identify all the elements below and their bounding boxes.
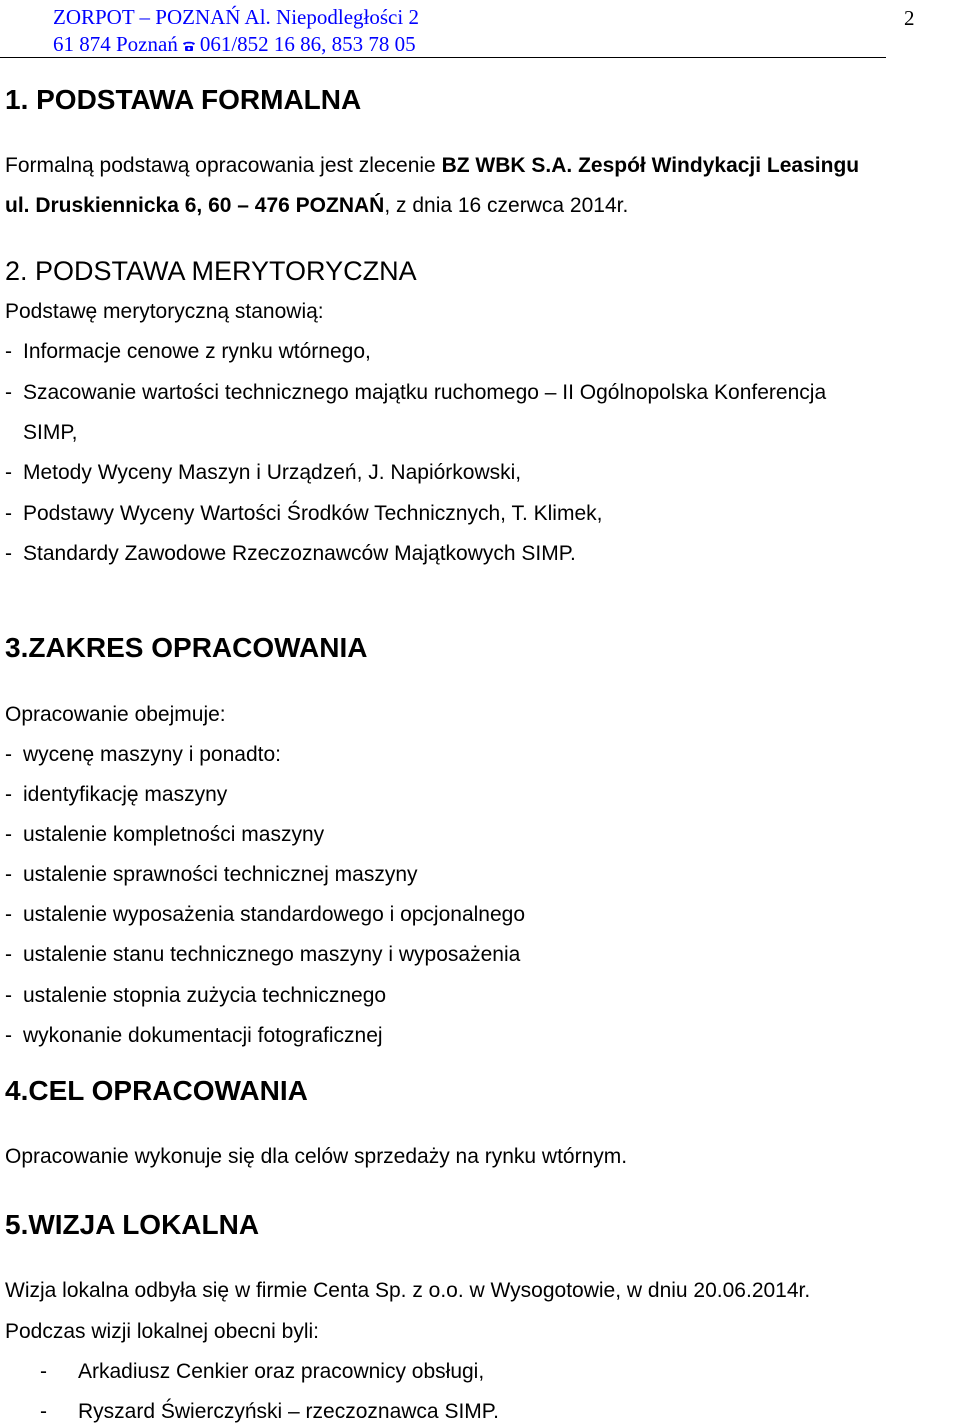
s2-item-3: Metody Wyceny Maszyn i Urządzeń, J. Napiórkowski,: [23, 461, 522, 484]
s1-line-1-text: Formalną podstawą opracowania jest zlecenie: [5, 154, 442, 177]
s5-attendee-1: Arkadiusz Cenkier oraz pracownicy obsługi,: [78, 1360, 485, 1383]
s2-item-2-continuation: SIMP,: [23, 421, 78, 444]
s3-item-8: wykonanie dokumentacji fotograficznej: [23, 1024, 383, 1047]
list-bullet: -: [5, 542, 12, 565]
list-bullet: -: [5, 783, 12, 806]
s3-item-5: ustalenie wyposażenia standardowego i opcjonalnego: [23, 903, 526, 926]
s3-item-1: wycenę maszyny i ponadto:: [23, 743, 281, 766]
s1-line-2: [5, 194, 628, 218]
header-postal-city: 61 874 Poznań: [53, 32, 178, 56]
s5-line-2: Podczas wizji lokalnej obecni byli:: [5, 1320, 319, 1343]
section-2-heading: 2. PODSTAWA MERYTORYCZNA: [5, 256, 417, 286]
s2-intro: Podstawę merytoryczną stanowią:: [5, 300, 324, 323]
s1-client-name: BZ WBK S.A. Zespół Windykacji Leasingu: [441, 154, 860, 177]
s4-text: Opracowanie wykonuje się dla celów sprzedaży na rynku wtórnym.: [5, 1145, 628, 1168]
s3-intro: Opracowanie obejmuje:: [5, 703, 226, 726]
list-bullet: -: [5, 1024, 12, 1047]
s2-item-4: Podstawy Wyceny Wartości Środków Technicznych, T. Klimek,: [23, 502, 603, 525]
list-bullet: -: [5, 381, 12, 404]
header-line-2: [53, 32, 416, 56]
s2-item-2: Szacowanie wartości technicznego majątku ruchomego – II Ogólnopolska Konferencja: [23, 381, 827, 404]
list-bullet: -: [5, 903, 12, 926]
list-bullet: -: [5, 340, 12, 363]
list-bullet: -: [5, 984, 12, 1007]
list-bullet: -: [5, 823, 12, 846]
s2-item-5: Standardy Zawodowe Rzeczoznawców Majątkowych SIMP.: [23, 542, 576, 565]
header-divider: [0, 57, 886, 58]
header-line-1: ZORPOT – POZNAŃ Al. Niepodległości 2: [53, 5, 419, 29]
list-bullet: -: [5, 502, 12, 525]
list-bullet: -: [5, 943, 12, 966]
s5-line-1: Wizja lokalna odbyła się w firmie Centa Sp. z o.o. w Wysogotowie, w dniu 20.06.2014r.: [5, 1279, 811, 1302]
s5-attendee-2: Ryszard Świerczyński – rzeczoznawca SIMP.: [78, 1400, 499, 1423]
s3-item-4: ustalenie sprawności technicznej maszyny: [23, 863, 418, 886]
page-number: 2: [904, 6, 915, 30]
s3-item-7: ustalenie stopnia zużycia technicznego: [23, 984, 387, 1007]
section-5-heading: 5.WIZJA LOKALNA: [5, 1209, 260, 1240]
s2-item-1: Informacje cenowe z rynku wtórnego,: [23, 340, 371, 363]
s3-item-2: identyfikację maszyny: [23, 783, 228, 806]
header-phone-numbers: 061/852 16 86, 853 78 05: [199, 32, 416, 56]
s3-item-6: ustalenie stanu technicznego maszyny i wyposażenia: [23, 943, 521, 966]
s1-client-address: ul. Druskiennicka 6, 60 – 476 POZNAŃ: [5, 194, 385, 217]
list-bullet: -: [40, 1400, 47, 1423]
list-bullet: -: [40, 1360, 47, 1383]
telephone-icon: [182, 33, 196, 45]
s1-order-date: , z dnia 16 czerwca 2014r.: [384, 194, 629, 217]
list-bullet: -: [5, 743, 12, 766]
list-bullet: -: [5, 863, 12, 886]
section-4-heading: 4.CEL OPRACOWANIA: [5, 1075, 308, 1106]
s1-line-1: [5, 154, 859, 178]
list-bullet: -: [5, 461, 12, 484]
s3-item-3: ustalenie kompletności maszyny: [23, 823, 325, 846]
section-1-heading: 1. PODSTAWA FORMALNA: [5, 84, 362, 115]
section-3-heading: 3.ZAKRES OPRACOWANIA: [5, 632, 368, 663]
